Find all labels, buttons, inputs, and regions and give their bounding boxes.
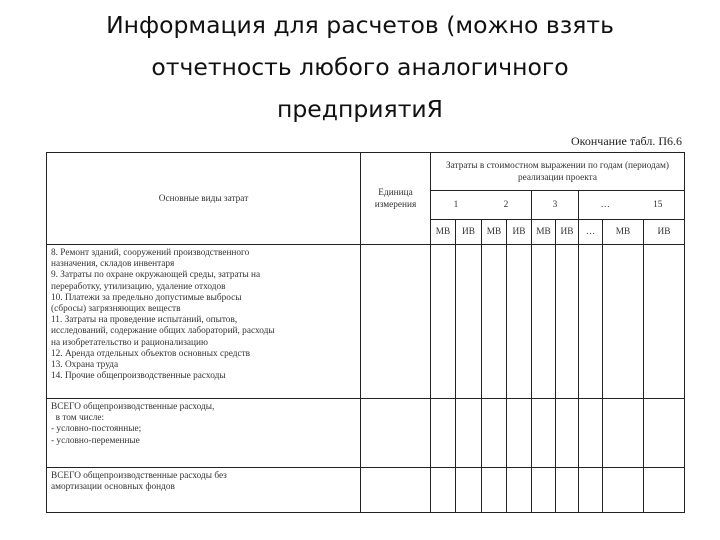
row-line: 13. Охрана труда (51, 360, 119, 371)
header-main: Основные виды затрат (47, 153, 361, 245)
row-line: переработку, утилизацию, удаление отходов (51, 281, 226, 292)
row-label (47, 468, 361, 513)
row-line: исследований, содержание общих лабораторий, расходы (51, 326, 275, 337)
sub-header: МВ (482, 220, 507, 245)
row-line: 14. Прочие общепроизводственные расходы (51, 371, 226, 382)
sub-header: МВ (431, 220, 456, 245)
empty-cell (361, 468, 431, 513)
empty-cell (482, 468, 507, 513)
table-row (47, 468, 685, 513)
table-row (47, 245, 685, 399)
row-label (47, 245, 361, 399)
empty-cell (556, 245, 579, 399)
cost-table (46, 152, 685, 513)
empty-cell (532, 468, 556, 513)
year-2: 2 (503, 200, 509, 210)
empty-cell (361, 399, 431, 468)
row-line: ВСЕГО общепроизводственные расходы, (51, 402, 215, 412)
row-line: на изобретательство и рационализацию (51, 337, 208, 348)
row-line: 8. Ремонт зданий, сооружений производственного (51, 248, 250, 258)
empty-cell (431, 399, 456, 468)
sub-header: МВ (532, 220, 556, 245)
sub-header: … (579, 220, 603, 245)
empty-cell (431, 245, 456, 399)
year-1: 1 (453, 200, 459, 210)
empty-cell (431, 468, 456, 513)
row-line: 10. Платежи за предельно допустимые выбросы (51, 292, 242, 303)
empty-cell (556, 399, 579, 468)
empty-cell (644, 399, 685, 468)
row-line: в том числе: (51, 413, 105, 424)
empty-cell (603, 399, 644, 468)
empty-cell (456, 399, 482, 468)
empty-cell (579, 245, 603, 399)
header-years-rest (579, 191, 685, 220)
table-caption: Окончание табл. П6.6 (570, 134, 682, 148)
empty-cell (579, 468, 603, 513)
year-15: 15 (653, 200, 663, 210)
empty-cell (507, 468, 532, 513)
row-line: 11. Затраты на проведение испытаний, опытов, (51, 315, 238, 326)
row-line: 12. Аренда отдельных объектов основных средств (51, 348, 251, 359)
sub-header: ИВ (644, 220, 685, 245)
sub-header: ИВ (556, 220, 579, 245)
empty-cell (456, 468, 482, 513)
empty-cell (361, 245, 431, 399)
empty-cell (556, 468, 579, 513)
year-ellipsis: … (600, 200, 610, 210)
empty-cell (644, 468, 685, 513)
title-line-3: предприятиЯ (277, 95, 443, 123)
empty-cell (603, 245, 644, 399)
header-unit: Единица измерения (361, 153, 431, 245)
row-line: 9. Затраты по охране окружающей среды, затраты на (51, 270, 261, 281)
row-label (47, 399, 361, 468)
sub-header: ИВ (507, 220, 532, 245)
row-line: амортизации основных фондов (51, 482, 175, 493)
empty-cell (644, 245, 685, 399)
empty-cell (507, 245, 532, 399)
sub-header: МВ (603, 220, 644, 245)
empty-cell (482, 399, 507, 468)
row-line: - условно-переменные (51, 435, 140, 446)
table-row (47, 399, 685, 468)
title-line-1: Информация для расчетов (можно взять (106, 11, 614, 39)
year-3: 3 (532, 191, 579, 220)
empty-cell (482, 245, 507, 399)
empty-cell (507, 399, 532, 468)
empty-cell (579, 399, 603, 468)
empty-cell (532, 245, 556, 399)
row-line: назначения, складов инвентаря (51, 259, 175, 270)
sub-header: ИВ (456, 220, 482, 245)
title-line-2: отчетность любого аналогичного (151, 53, 569, 81)
row-line: ВСЕГО общепроизводственные расходы без (51, 471, 227, 481)
row-line: - условно-постоянные; (51, 424, 142, 435)
header-years-1-2 (431, 191, 532, 220)
slide-title (20, 4, 700, 130)
row-line: (сбросы) загрязняющих веществ (51, 304, 181, 315)
empty-cell (603, 468, 644, 513)
header-costs: Затраты в стоимостном выражении по годам (периодам) реализации проекта (431, 153, 685, 191)
empty-cell (456, 245, 482, 399)
empty-cell (532, 399, 556, 468)
